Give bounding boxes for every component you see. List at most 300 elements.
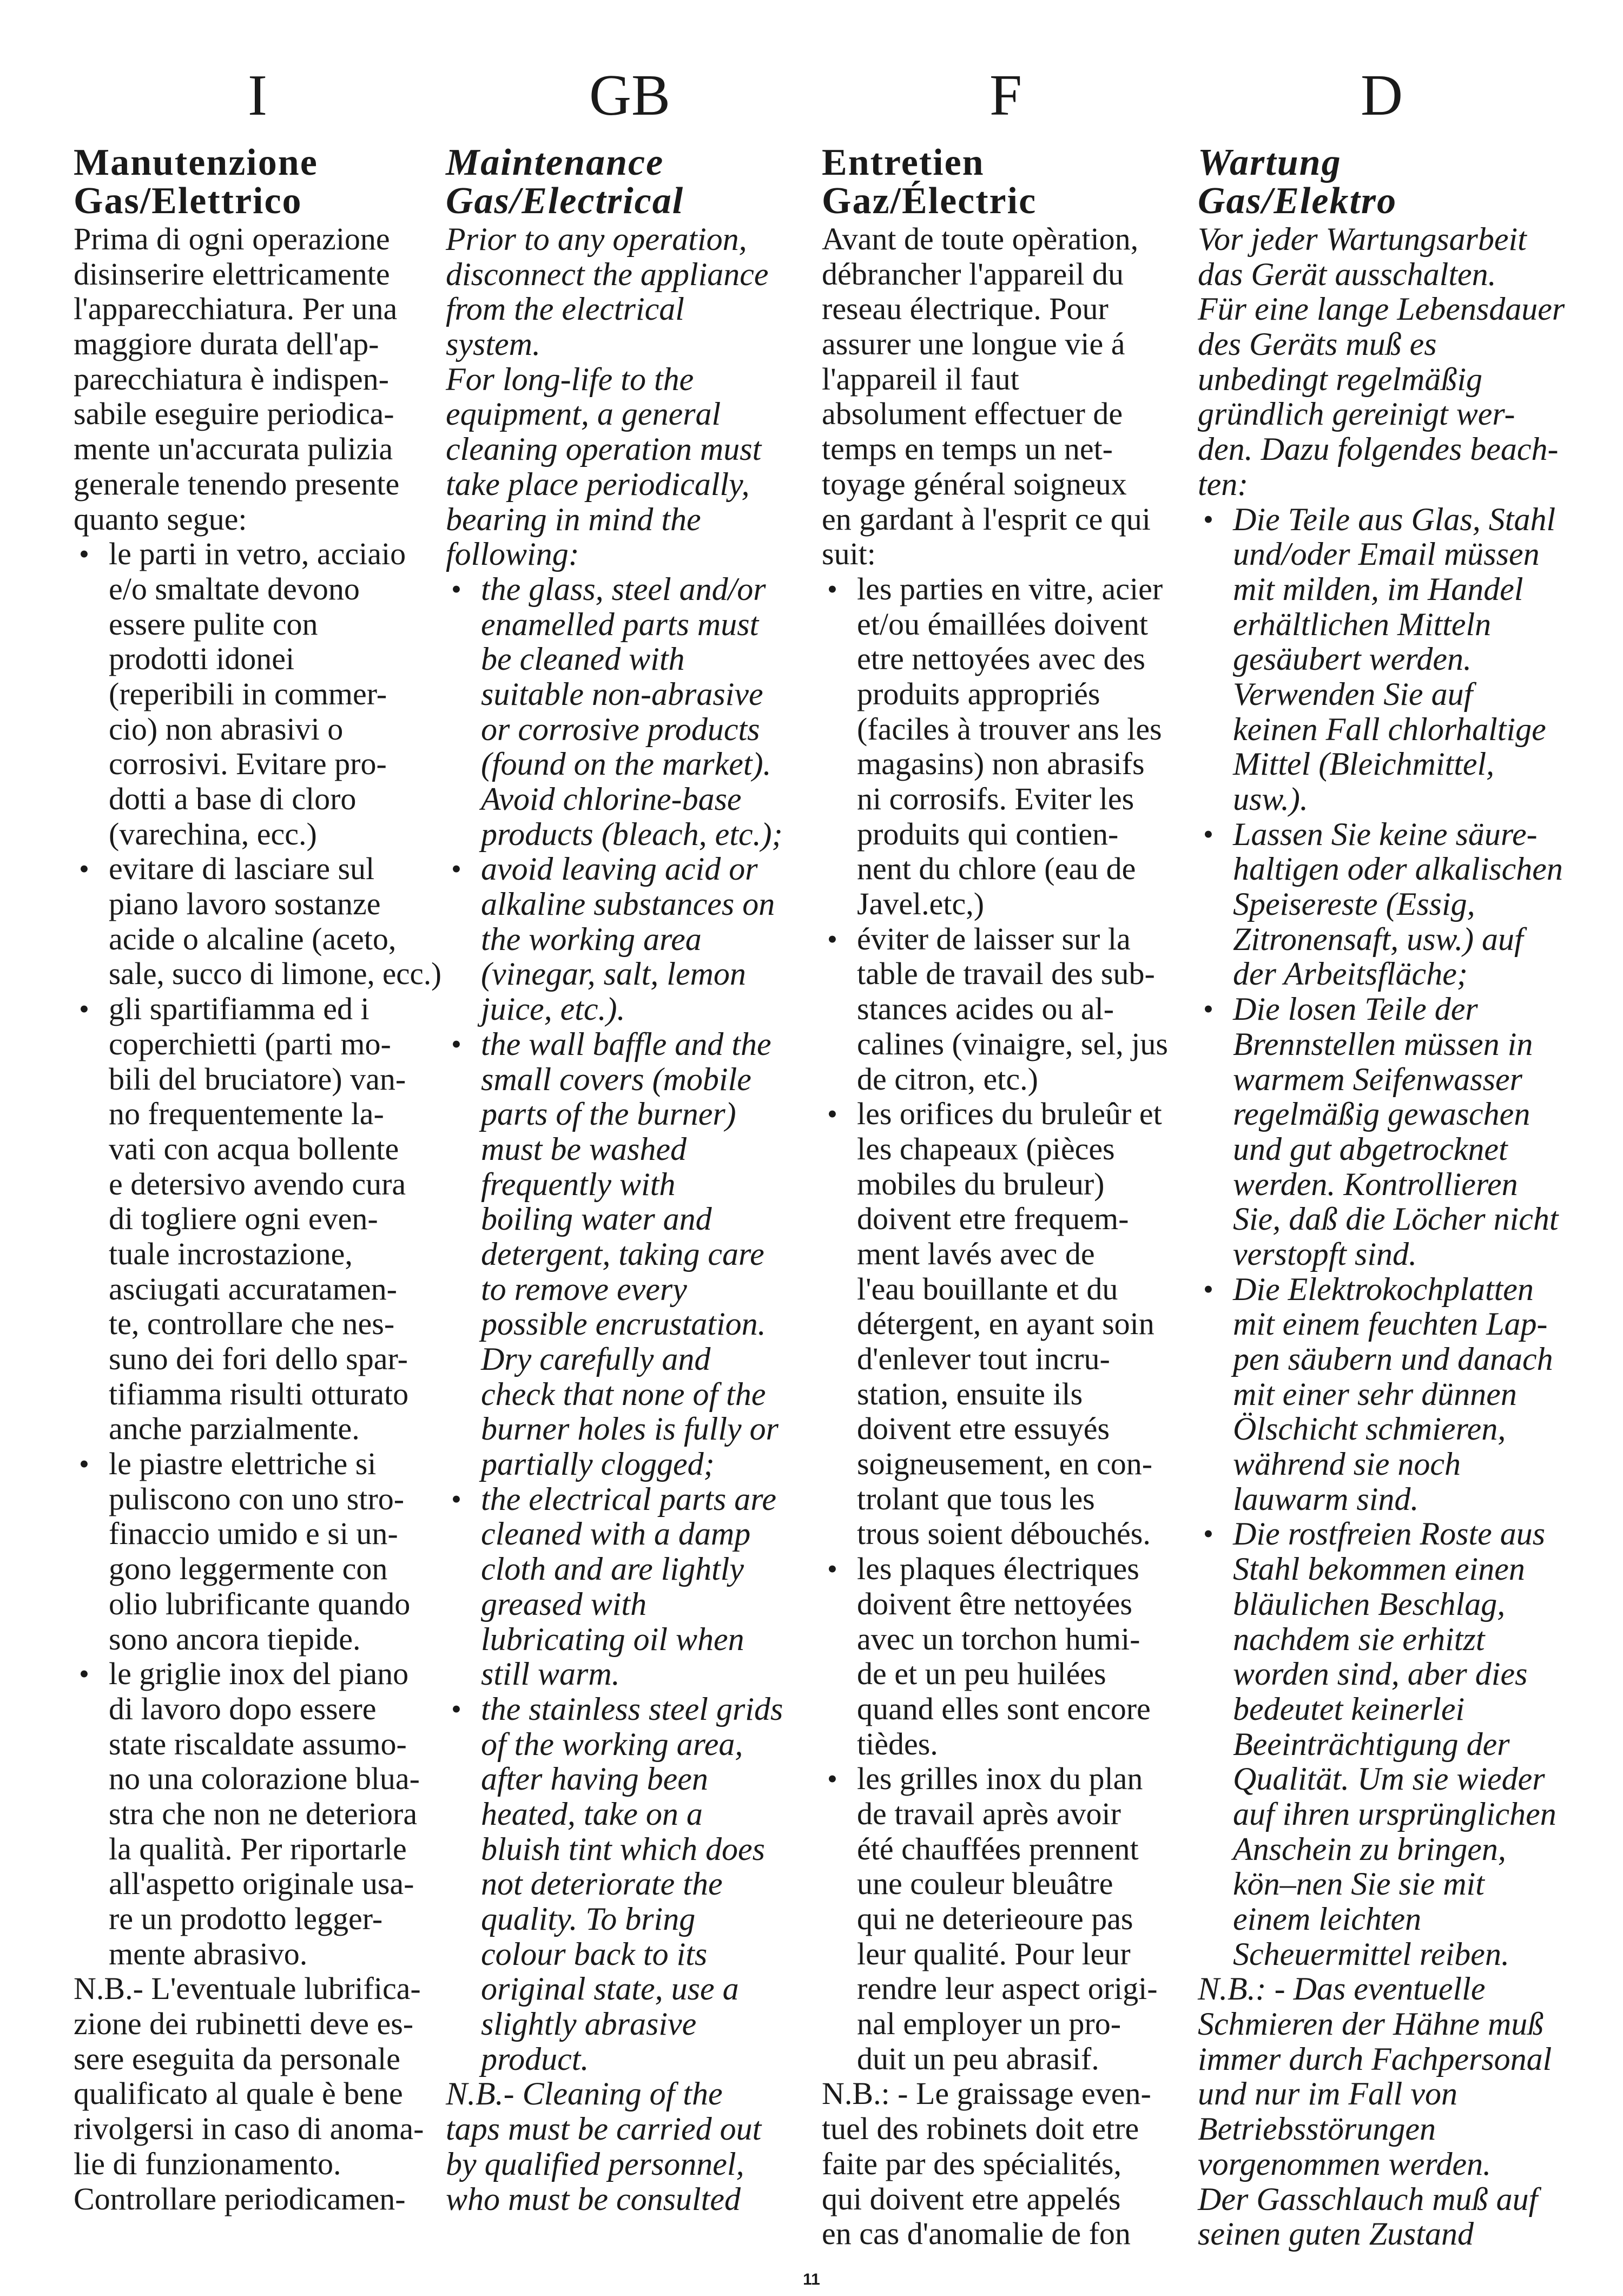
text-line [74,222,441,257]
text-line [446,1622,814,1657]
text-line [1198,467,1566,502]
text-line-content: Prima di ogni operazione [74,221,390,256]
text-line [822,572,1190,607]
text-line [74,1272,441,1307]
text-line [74,1411,441,1447]
bullet-glyph: • [79,993,89,1026]
text-line [74,1866,441,1902]
text-line-content: Ölschicht schmieren, [1233,1411,1506,1447]
text-line [446,257,814,292]
text-line [446,1411,814,1447]
text-line-content: usw.). [1233,781,1308,817]
text-line-content: re un prodotto legger- [109,1901,383,1936]
bullet-item [446,1482,814,1692]
text-line-content: werden. Kontrollieren [1233,1166,1518,1202]
text-line-content: les parties en vitre, acier [857,571,1163,606]
text-line [822,257,1190,292]
text-line [446,2147,814,2182]
text-line [446,1587,814,1622]
text-line [446,1237,814,1272]
text-line [1198,1272,1566,1307]
text-line-content: For long-life to the [446,361,694,397]
text-line [74,327,441,362]
text-line-content: generale tenendo presente [74,466,400,502]
text-line [822,2182,1190,2217]
text-line-content: e/o smaltate devono [109,571,360,606]
text-line [74,1167,441,1202]
text-line [822,1516,1190,1552]
text-line [822,537,1190,572]
bullet-item [822,1097,1190,1552]
text-line [446,677,814,712]
text-line [1198,1202,1566,1237]
text-line [822,502,1190,537]
text-line [74,922,441,957]
text-line-content: bluish tint which does [481,1831,765,1867]
text-line-content: seinen guten Zustand [1198,2216,1474,2252]
bullet-item [74,1657,441,1971]
bullet-glyph: • [1203,993,1213,1026]
text-line [1198,1377,1566,1412]
text-line [822,1237,1190,1272]
text-line-content: boiling water and [481,1201,712,1237]
text-line [446,1482,814,1517]
text-line-content: bedeutet keinerlei [1233,1691,1465,1727]
text-line-content: system. [446,326,540,362]
text-line [446,502,814,537]
bullet-item [822,922,1190,1097]
text-line [1198,292,1566,327]
text-line-content: frequently with [481,1166,676,1202]
text-line [822,992,1190,1027]
text-line [822,1307,1190,1342]
text-line-content: evitare di lasciare sul [109,851,375,887]
text-line [822,2216,1190,2252]
text-line-content: tuale incrostazione, [109,1236,353,1271]
paragraph [446,2076,814,2216]
text-line-content: state riscaldate assumo- [109,1726,407,1761]
paragraph [822,2076,1190,2251]
section-title-line: Wartung [1198,142,1342,183]
text-line-content: trolant que tous les [857,1481,1095,1516]
text-line [446,1097,814,1132]
text-line-content: e detersivo avendo cura [109,1166,406,1202]
text-line-content: qui doivent etre appelés [822,2181,1121,2216]
text-line-content: stra che non ne deteriora [109,1796,418,1831]
text-line [1198,572,1566,607]
text-line-content: equipment, a general [446,396,721,432]
text-line-content: einem leichten [1233,1901,1422,1937]
text-line-content: from the electrical [446,291,684,327]
text-line-content: Die Elektrokochplatten [1233,1271,1534,1307]
text-line [74,992,441,1027]
bullet-item [1198,1516,1566,1971]
text-line [1198,782,1566,817]
text-line [446,1062,814,1097]
text-line-content: N.B.- Cleaning of the [446,2076,723,2112]
text-line-content: und nur im Fall von [1198,2076,1457,2112]
section-title-line: Maintenance [446,142,664,183]
text-line [822,817,1190,852]
text-line-content: la qualità. Per riportarle [109,1831,407,1866]
text-line [446,817,814,852]
text-line [822,852,1190,887]
text-line [822,1902,1190,1937]
text-line-content: to remove every [481,1271,687,1307]
text-line-content: product. [481,2041,589,2077]
bullet-glyph: • [451,1027,461,1060]
text-line-content: lie di funzionamento. [74,2146,341,2181]
bullet-glyph: • [451,1692,461,1725]
text-line [446,1377,814,1412]
text-line-content: kön–nen Sie sie mit [1233,1866,1485,1902]
bullet-glyph: • [451,572,461,605]
text-line [74,1622,441,1657]
text-line [1198,2216,1566,2252]
text-line [74,712,441,747]
text-line-content: alkaline substances on [481,886,775,922]
bullet-glyph: • [1203,1518,1213,1551]
text-line [446,327,814,362]
text-line-content: quand elles sont encore [857,1691,1151,1726]
text-line-content: the working area [481,921,702,957]
text-line [74,1307,441,1342]
text-line [822,1202,1190,1237]
text-line-content: une couleur bleuâtre [857,1866,1113,1902]
text-line [446,362,814,397]
text-line [74,1761,441,1797]
text-line [446,747,814,782]
text-line [822,1482,1190,1517]
body-text-english [446,222,814,2216]
text-line [822,922,1190,957]
bullet-glyph: • [827,1763,837,1796]
text-line-content: Speisereste (Essig, [1233,886,1475,922]
text-line [446,1202,814,1237]
text-line [1198,1657,1566,1692]
text-line [1198,327,1566,362]
text-line [74,1797,441,1832]
text-line [74,677,441,712]
text-line [822,1657,1190,1692]
text-line-content: sale, succo di limone, ecc.) [109,956,442,992]
text-line-content: Controllare periodicamen- [74,2181,406,2216]
text-line-content: avec un torchon humi- [857,1621,1140,1657]
text-line-content: sono ancora tiepide. [109,1621,361,1657]
section-title-line: Gas/Elettrico [74,180,302,222]
text-line [446,537,814,572]
bullet-glyph: • [827,572,837,605]
text-line-content: no frequentemente la- [109,1096,384,1132]
text-line [1198,2182,1566,2217]
text-line-content: parts of the burner) [481,1096,736,1132]
text-line-content: coperchietti (parti mo- [109,1026,391,1061]
text-line-content: Scheuermittel reiben. [1233,1936,1509,1972]
text-line [1198,1902,1566,1937]
text-line-content: (varechina, ecc.) [109,816,317,852]
text-line [822,2076,1190,2112]
bullet-glyph: • [827,1098,837,1131]
text-line-content: te, controllare che nes- [109,1306,395,1342]
text-line-content: les grilles inox du plan [857,1761,1143,1797]
text-line-content: les chapeaux (pièces [857,1131,1115,1166]
bullet-item [1198,817,1566,992]
text-line [822,1971,1190,2007]
text-line-content: gesäubert werden. [1233,641,1472,677]
text-line-content: Dry carefully and [481,1341,711,1377]
text-line [822,1027,1190,1062]
text-line-content: bili del bruciatore) van- [109,1061,406,1097]
text-line-content: essere pulite con [109,606,318,642]
body-text-italian [74,222,441,2216]
text-line [822,1097,1190,1132]
text-line-content: possible encrustation. [481,1306,766,1342]
text-line-content: stances acides ou al- [857,991,1114,1027]
text-line [1198,887,1566,922]
text-line-content: (faciles à trouver ans les [857,711,1162,747]
text-line [74,502,441,537]
text-line-content: gli spartifiamma ed i [109,991,370,1027]
text-line [1198,1832,1566,1867]
text-line-content: or corrosive products [481,711,760,747]
text-line-content: keinen Fall chlorhaltige [1233,711,1546,747]
bullet-item [74,1447,441,1657]
text-line-content: N.B.: - Le graissage even- [822,2076,1151,2112]
text-line-content: disinserire elettricamente [74,256,390,292]
text-line-content: le griglie inox del piano [109,1656,409,1692]
text-line-content: le piastre elettriche si [109,1446,377,1482]
text-line-content: the wall baffle and the [481,1026,771,1062]
text-line-content: olio lubrificante quando [109,1586,411,1621]
text-line-content: des Geräts muß es [1198,326,1437,362]
paragraph [446,222,814,362]
text-line-content: must be washed [481,1131,687,1167]
text-line [1198,1342,1566,1377]
text-line [822,432,1190,467]
text-line-content: corrosivi. Evitare pro- [109,746,387,782]
bullet-item [74,852,441,992]
text-line-content: no una colorazione blua- [109,1761,420,1797]
text-line [74,1832,441,1867]
text-line-content: mobiles du bruleur) [857,1166,1105,1202]
text-line [446,1832,814,1867]
text-line-content: warmem Seifenwasser [1233,1061,1522,1097]
text-line-content: disconnect the appliance [446,256,769,292]
text-line [1198,2007,1566,2042]
text-line-content: regelmäßig gewaschen [1233,1096,1530,1132]
text-line-content: burner holes is fully or [481,1411,778,1447]
text-line [446,292,814,327]
text-line [822,1167,1190,1202]
text-line-content: heated, take on a [481,1796,703,1832]
text-line [74,1727,441,1762]
text-line [74,1132,441,1167]
text-line [1198,1516,1566,1552]
text-line-content: Stahl bekommen einen [1233,1551,1525,1587]
bullet-glyph: • [1203,503,1213,536]
text-line [822,1377,1190,1412]
text-line [446,642,814,677]
text-line [74,1516,441,1552]
section-title-english [446,143,814,220]
text-line [74,1587,441,1622]
text-line-content: rivolgersi in caso di anoma- [74,2111,424,2147]
text-line [446,1167,814,1202]
text-line [1198,1237,1566,1272]
text-line-content: dotti a base di cloro [109,781,357,816]
language-heading-french: F [989,63,1022,128]
text-line [1198,537,1566,572]
section-title-line: Gaz/Électric [822,180,1037,222]
text-line-content: Sie, daß die Löcher nicht [1233,1201,1559,1237]
text-line-content: toyage général soigneux [822,466,1127,502]
text-line-content: cio) non abrasivi o [109,711,344,747]
text-line-content: be cleaned with [481,641,685,677]
text-line-content: not deteriorate the [481,1866,723,1902]
text-line [822,1411,1190,1447]
text-line-content: prodotti idonei [109,641,295,677]
text-line-content: nent du chlore (eau de [857,851,1136,887]
text-line [1198,502,1566,537]
text-line-content: (reperibili in commer- [109,676,387,711]
text-line [74,1692,441,1727]
text-line [1198,1587,1566,1622]
text-line [446,1727,814,1762]
text-line-content: Die rostfreien Roste aus [1233,1516,1546,1552]
text-line [74,2147,441,2182]
language-heading-english: GB [589,63,671,128]
text-line [1198,1447,1566,1482]
bullet-glyph: • [79,1658,89,1691]
text-line-content: detergent, taking care [481,1236,764,1272]
text-line-content: der Arbeitsfläche; [1233,956,1468,992]
bullet-item [822,1761,1190,2076]
text-line-content: Lassen Sie keine säure- [1233,816,1538,852]
text-line-content: slightly abrasive [481,2006,697,2042]
text-line-content: Die Teile aus Glas, Stahl [1233,501,1556,537]
text-line-content: en cas d'anomalie de fon [822,2216,1131,2252]
text-line-content: anche parzialmente. [109,1411,360,1447]
text-line-content: Für eine lange Lebensdauer [1198,291,1565,327]
text-line [1198,852,1566,887]
text-line-content: sabile eseguire periodica- [74,396,394,432]
text-line [446,887,814,922]
bullet-glyph: • [1203,817,1213,850]
text-line-content: quality. To bring [481,1901,696,1937]
text-line-content: bearing in mind the [446,501,701,537]
text-line [74,1062,441,1097]
text-line [822,1132,1190,1167]
text-line [1198,2112,1566,2147]
text-line-content: Javel.etc,) [857,886,985,922]
text-line [822,2147,1190,2182]
text-line-content: qualificato al quale è bene [74,2076,403,2112]
text-line [822,327,1190,362]
column-italian [74,0,441,2296]
bullet-item [1198,1272,1566,1517]
text-line-content: pen säubern und danach [1233,1341,1553,1377]
text-line [822,607,1190,642]
bullet-glyph: • [827,1553,837,1586]
bullet-item [1198,502,1566,817]
text-line-content: bläulichen Beschlag, [1233,1586,1506,1622]
text-line-content: suitable non-abrasive [481,676,763,712]
text-line [822,222,1190,257]
text-line-content: still warm. [481,1656,620,1692]
text-line-content: lubricating oil when [481,1621,744,1657]
text-line [1198,1307,1566,1342]
text-line [446,1866,814,1902]
text-line-content: Prior to any operation, [446,221,747,257]
text-line-content: détergent, en ayant soin [857,1306,1154,1342]
text-line [822,1937,1190,1972]
text-line [1198,1727,1566,1762]
text-line [1198,712,1566,747]
text-line [822,2112,1190,2147]
text-line-content: Betriebsstörungen [1198,2111,1436,2147]
text-line [1198,257,1566,292]
text-line [446,1797,814,1832]
text-line-content: verstopft sind. [1233,1236,1417,1272]
text-line [74,607,441,642]
text-line-content: absolument effectuer de [822,396,1123,432]
text-line [822,397,1190,432]
text-line-content: vorgenommen werden. [1198,2146,1492,2182]
text-line [822,362,1190,397]
text-line [1198,1482,1566,1517]
column-french [822,0,1190,2296]
text-line-content: di lavoro dopo essere [109,1691,377,1726]
text-line [1198,1797,1566,1832]
text-line-content: puliscono con uno stro- [109,1481,405,1516]
text-line-content: les plaques électriques [857,1551,1139,1587]
text-line [74,956,441,992]
text-line [446,1761,814,1797]
text-line-content: asciugati accuratamen- [109,1271,397,1307]
text-line [446,992,814,1027]
text-line-content: partially clogged; [481,1446,715,1482]
text-line-content: und gut abgetrocknet [1233,1131,1508,1167]
text-line-content: sere eseguita da personale [74,2041,400,2076]
text-line [74,2042,441,2077]
column-english [446,0,814,2296]
text-line [446,1272,814,1307]
text-line [446,1692,814,1727]
text-line-content: temps en temps un net- [822,431,1113,467]
bullet-glyph: • [451,1482,461,1515]
text-line-content: enamelled parts must [481,606,759,642]
text-line [74,572,441,607]
text-line [74,642,441,677]
text-line-content: Verwenden Sie auf [1233,676,1473,712]
text-line [822,1622,1190,1657]
text-line [822,1342,1190,1377]
text-line [446,782,814,817]
text-line [822,2007,1190,2042]
text-line [822,467,1190,502]
text-line [74,1482,441,1517]
text-line-content: reseau électrique. Pour [822,291,1109,327]
text-line [1198,1692,1566,1727]
text-line-content: haltigen oder alkalischen [1233,851,1563,887]
language-heading-german: D [1361,63,1403,128]
text-line-content: Mittel (Bleichmittel, [1233,746,1495,782]
text-line [74,887,441,922]
text-line-content: de citron, etc.) [857,1061,1038,1097]
text-line-content: etre nettoyées avec des [857,641,1145,677]
text-line-content: Der Gasschlauch muß auf [1198,2181,1538,2217]
text-line [822,1727,1190,1762]
